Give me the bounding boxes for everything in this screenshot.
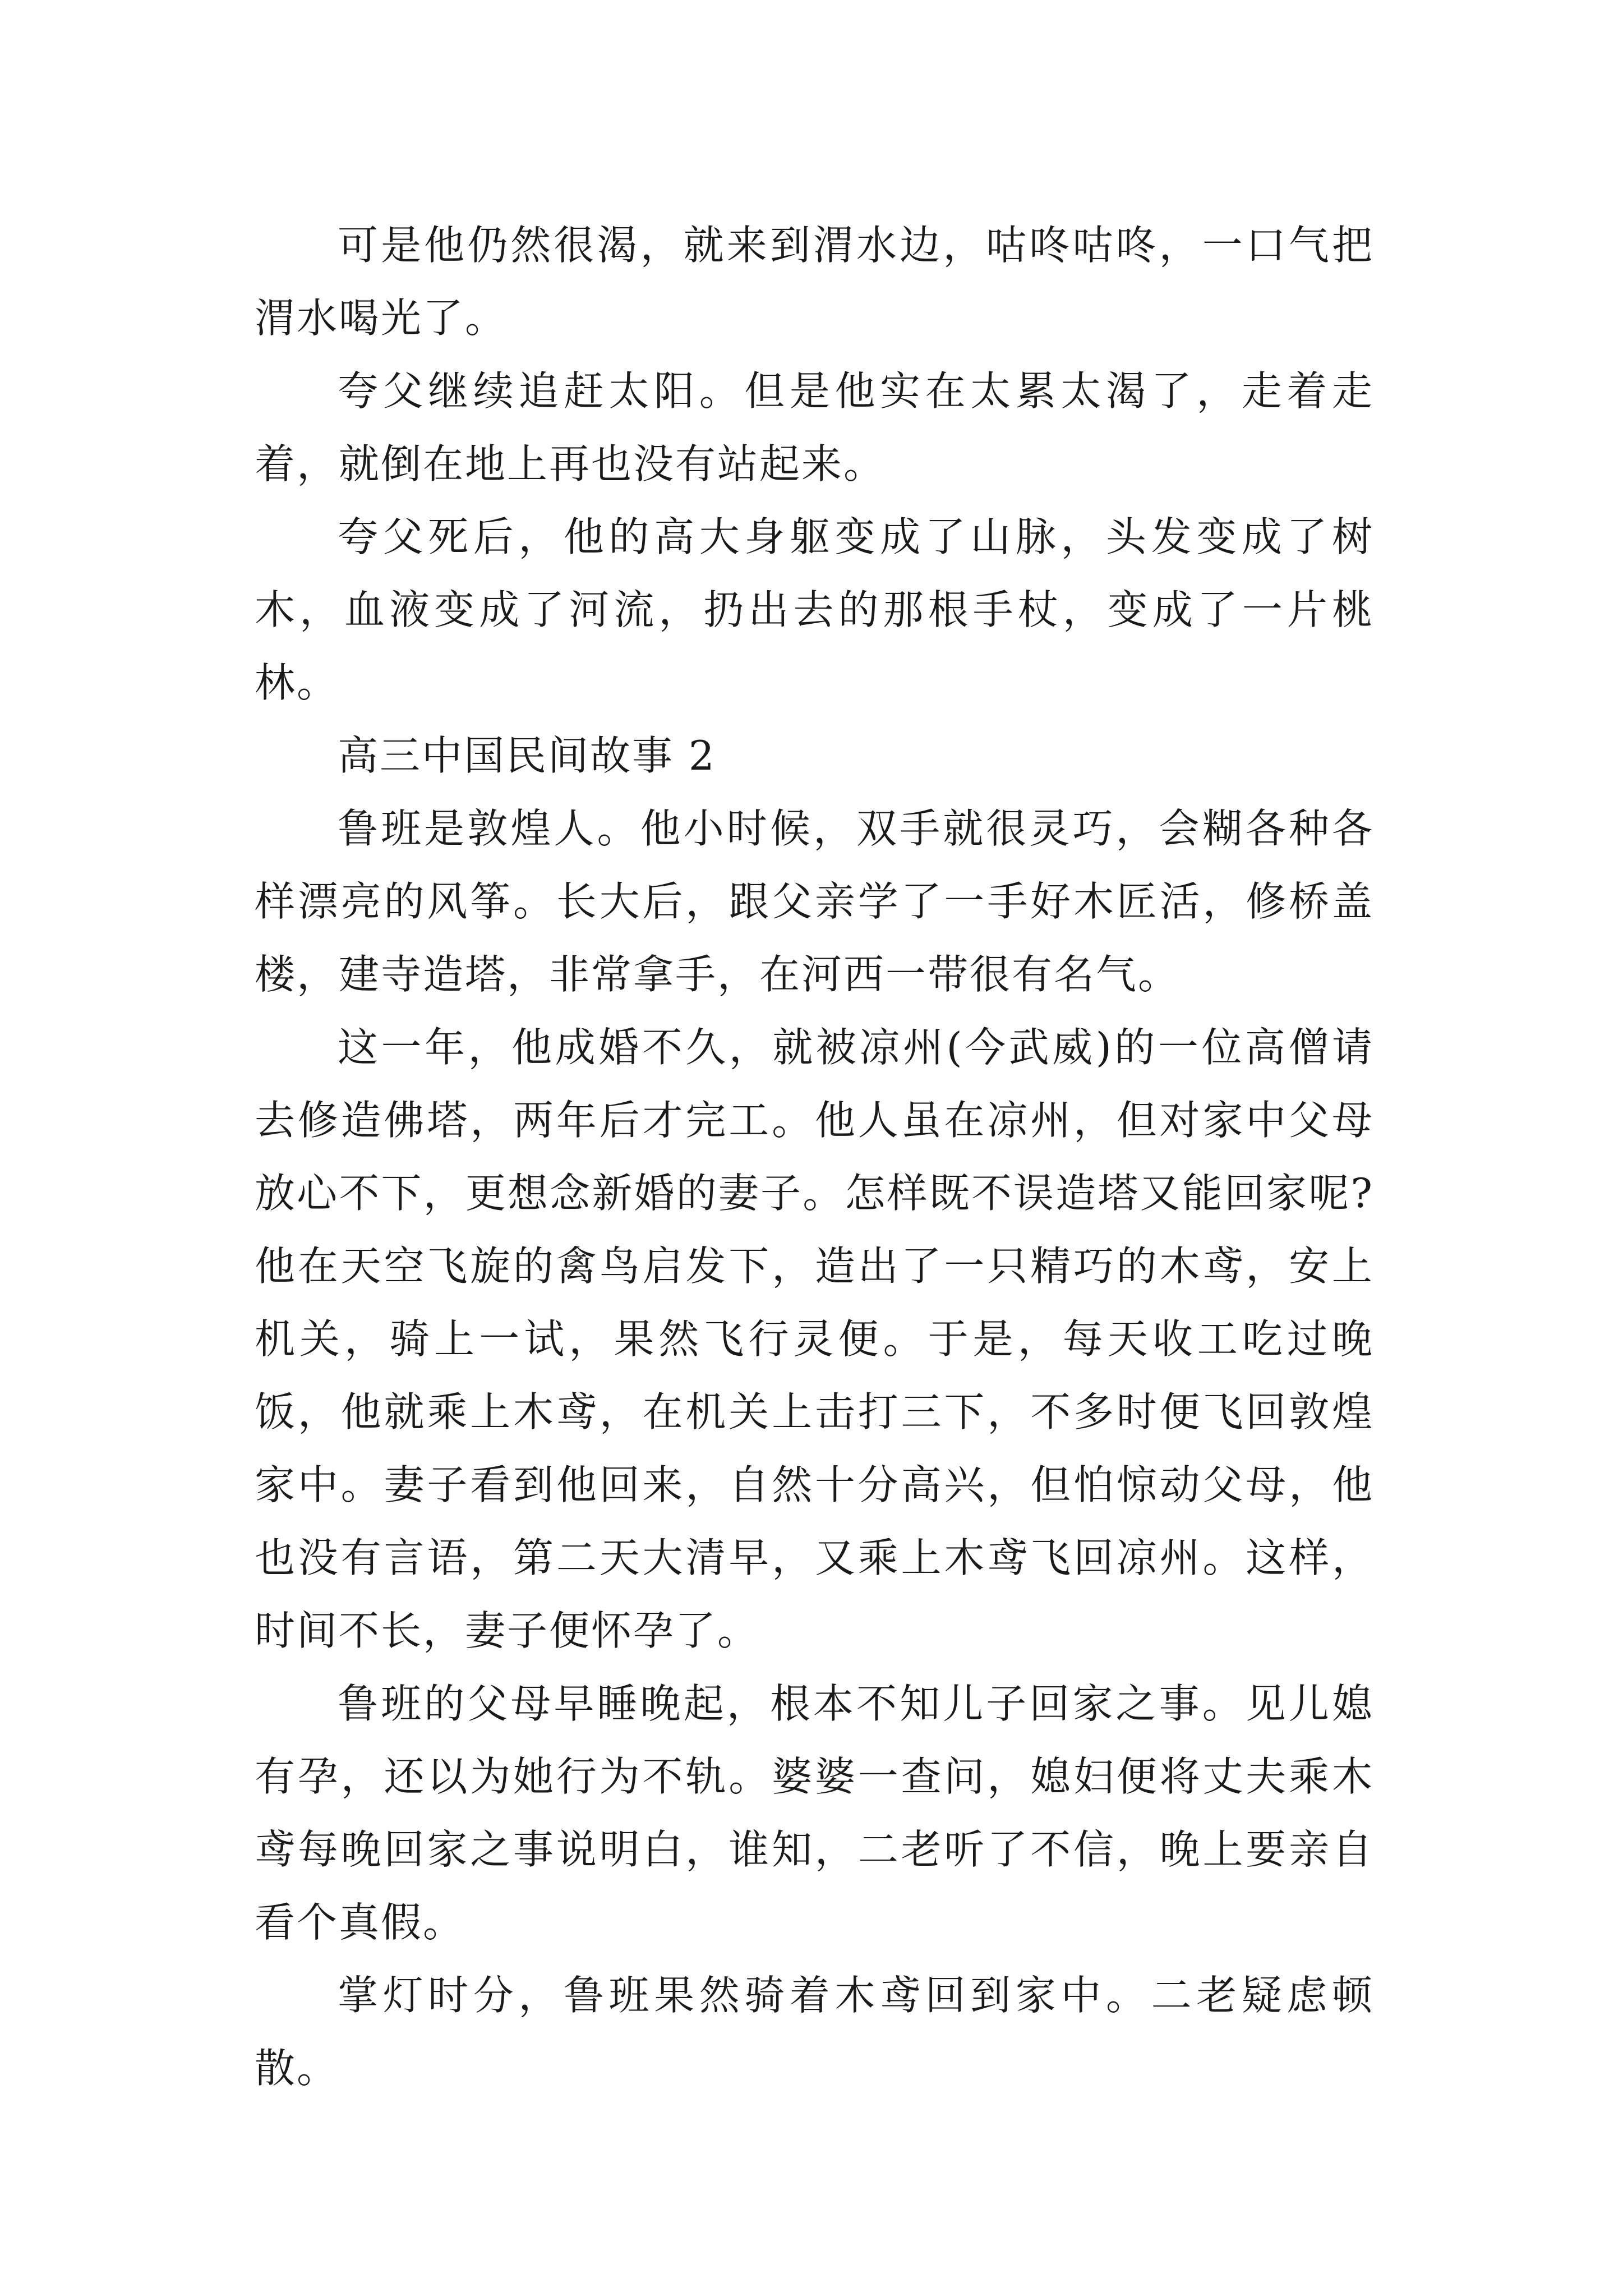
paragraph: 可是他仍然很渴，就来到渭水边，咕咚咕咚，一口气把渭水喝光了。 [255, 222, 1374, 342]
paragraph: 鲁班的父母早睡晚起，根本不知儿子回家之事。见儿媳有孕，还以为她行为不轨。婆婆一查问，媳妇便将丈夫乘木鸢每晚回家之事说明白，谁知，二老听了不信，晚上要亲自看个真假。 [255, 1680, 1374, 1946]
paragraph: 掌灯时分，鲁班果然骑着木鸢回到家中。二老疑虑顿散。 [255, 1972, 1374, 2092]
section-title: 高三中国民间故事 2 [338, 732, 716, 779]
paragraph: 鲁班是敦煌人。他小时候，双手就很灵巧，会糊各种各样漂亮的风筝。长大后，跟父亲学了一手好木匠活，修桥盖楼，建寺造塔，非常拿手，在河西一带很有名气。 [255, 805, 1374, 998]
document-body [255, 209, 1374, 2105]
paragraph: 夸父死后，他的高大身躯变成了山脉，头发变成了树木，血液变成了河流，扔出去的那根手杖，变成了一片桃林。 [255, 513, 1374, 706]
paragraph: 夸父继续追赶太阳。但是他实在太累太渴了，走着走着，就倒在地上再也没有站起来。 [255, 367, 1374, 487]
paragraph: 这一年，他成婚不久，就被凉州(今武威)的一位高僧请去修造佛塔，两年后才完工。他人虽在凉州，但对家中父母放心不下，更想念新婚的妻子。怎样既不误造塔又能回家呢?他在天空飞旋的禽鸟启发下，造出了一只精巧的木鸢，安上机关，骑上一试，果然飞行灵便。于是，每天收工吃过晚饭，他就乘上木鸢，在机关上击打三下，不多时便飞回敦煌家中。妻子看到他回来，自然十分高兴，但怕惊动父母，他也没有言语，第二天大清早，又乘上木鸢飞回凉州。这样，时间不长，妻子便怀孕了。 [255, 1024, 1374, 1654]
